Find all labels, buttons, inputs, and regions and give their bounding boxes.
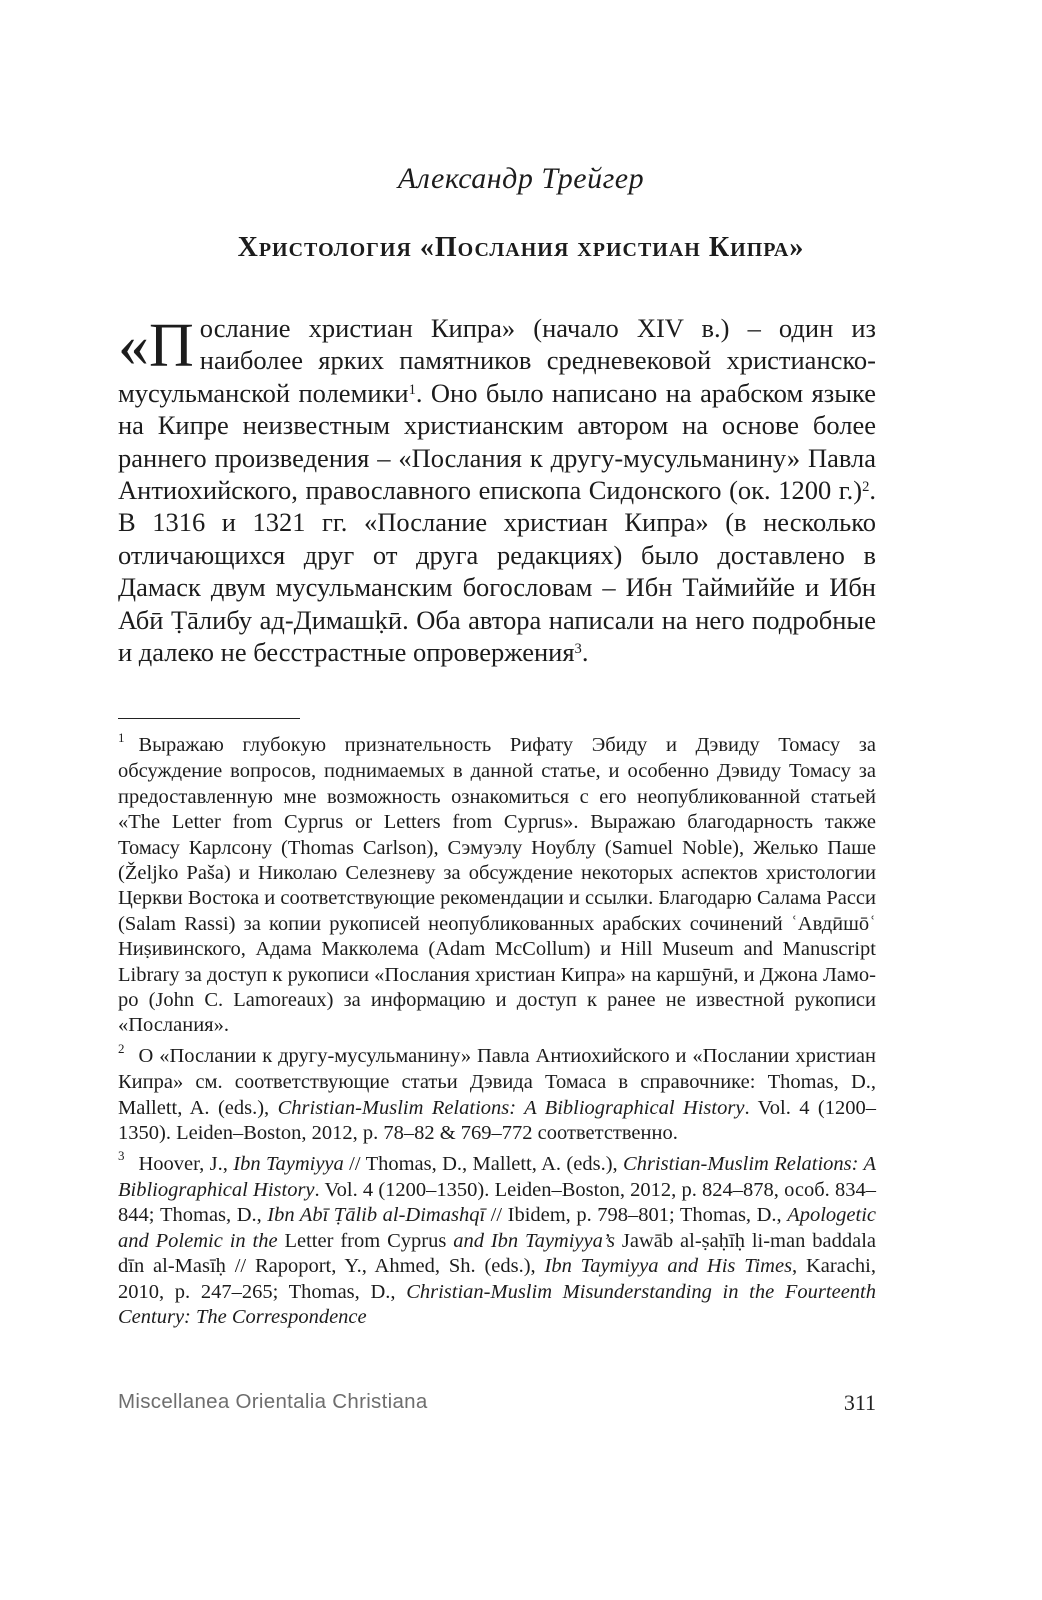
footnote-ref-1: 1 [408, 381, 416, 398]
footnote-italic: Ibn Taymiyya [233, 1152, 344, 1175]
footnote-ref-3: 3 [574, 641, 582, 658]
footnote-1 [118, 729, 876, 1039]
footnote-italic: Christian-Muslim Relations: A Bibliographical History [118, 1152, 876, 1201]
footnote-number: 3 [118, 1148, 125, 1164]
footnote-text: Jawāb al-ṣaḥīḥ li-man baddala dīn al-Masīḥ // Rapoport, Y., Ahmed, Sh. (eds.), [118, 1229, 876, 1278]
body-text-part: . В 1316 и 1321 гг. «Послание христиан Кипра» (в несколько отличающихся друг от друга редакциях) было доставлено в Дамаск двум мусульманским богословам – Ибн Таймиййе и Ибн Абӣ Ṭāлибу ад-Димашḳӣ. Оба автора написали на него подробные и далеко не бесстрастные опровержения [118, 475, 876, 668]
footnote-text: // Ibidem, p. 798–801; Thomas, D., [485, 1204, 788, 1227]
footnote-ref-2: 2 [862, 479, 870, 496]
footnote-text: . Vol. 4 (1200–1350). Leiden–Boston, 2012, p. 78–82 & 769–772 соответственно. [118, 1096, 876, 1145]
footnote-text: // Thomas, D., Mallett, A. (eds.), [343, 1152, 624, 1175]
journal-name: Miscellanea Orientalia Christiana [118, 1390, 428, 1413]
drop-cap: «П [118, 312, 194, 380]
footnote-number: 2 [118, 1040, 125, 1056]
footnote-text: Letter from Cyprus [277, 1229, 454, 1252]
footnote-italic: Ibn Abī Ṭālib al-Dimashqī [267, 1204, 486, 1227]
footnote-italic: Ibn Taymiyya and His Times [544, 1255, 793, 1278]
body-text-part: . Оно было написано на арабском языке на Кипре неизвестным христианским автором на основе более раннего произведения – «Послания к другу-мусульманину» Павла Антиохийского, православного епископа Сидонского (ок. 1200 г.) [118, 377, 876, 506]
footnote-text: , Karachi, 2010, p. 247–265; Thomas, D., [118, 1255, 876, 1303]
footnote-text: . Vol. 4 (1200–1350). Leiden–Boston, 2012, p. 824–878, особ. 834–844; Thomas, D., [118, 1178, 876, 1227]
footnote-2 [118, 1040, 876, 1147]
footnote-separator [118, 718, 300, 719]
footnote-number: 1 [118, 729, 125, 745]
body-text-part: ослание христиан Кипра» (начало XIV в.) – один из наиболее ярких памятников средневековой христианско-мусульманской полемики [118, 313, 876, 408]
footnote-italic: Apologetic and Polemic in the [118, 1204, 876, 1252]
body-paragraph [118, 312, 876, 668]
body-text-part: . [581, 637, 589, 668]
page-number: 311 [843, 1390, 876, 1415]
author-name: Александр Трейгер [397, 162, 645, 195]
footnote-italic: Christian-Muslim Relations: A Bibliographical History [277, 1096, 745, 1119]
footnote-text: Выражаю глубокую признательность Рифату Эбиду и Дэвиду Томасу за обсуждение вопросов, поднимаемых в данной статье, и особенно Дэвиду Томасу за предоставленную мне возможность ознакомиться с его неопубликованной статьей «The Letter from Cyprus or Letters from Cyprus». Выражаю благодарность также Томасу Карлсону (Thomas Carlson), Сэмуэлу Ноублу (Samuel Noble), Желько Паше (Željko Paša) и Николаю Селезневу за обсуждение некоторых аспектов христологии Церкви Востока и соответствующие рекомендации и ссылки. Благодарю Салама Расси (Salam Rassi) за копии рукописей неопубликованных арабских сочинений ʿАвдӣшōʿ Ниṣивинского, Адама Макколема (Adam McCollum) и Hill Museum and Manuscript Library за доступ к рукописи «Послания христиан Кипра» на каршӯнӣ, и Джона Ламоро (John C. Lamoreaux) за информацию и доступ к ранее не известной рукописи «Послания». [118, 734, 876, 1037]
footnote-italic: and Ibn Taymiyya’s [453, 1229, 616, 1252]
footnote-3 [118, 1148, 876, 1331]
footnote-italic: Christian-Muslim Misunderstanding in the Fourteenth Century: The Correspondence [118, 1280, 876, 1328]
footnote-text: О «Послании к другу-мусульманину» Павла Антиохийского и «Послании христиан Кипра» см. соответствующие статьи Дэвида Томаса в справочнике: Thomas, D., Mallett, A. (eds.), [118, 1044, 876, 1119]
footnote-text: Hoover, J., [138, 1152, 234, 1175]
footnotes [118, 729, 876, 1335]
article-title: Христология «Послания христиан Кипра» [237, 232, 805, 263]
